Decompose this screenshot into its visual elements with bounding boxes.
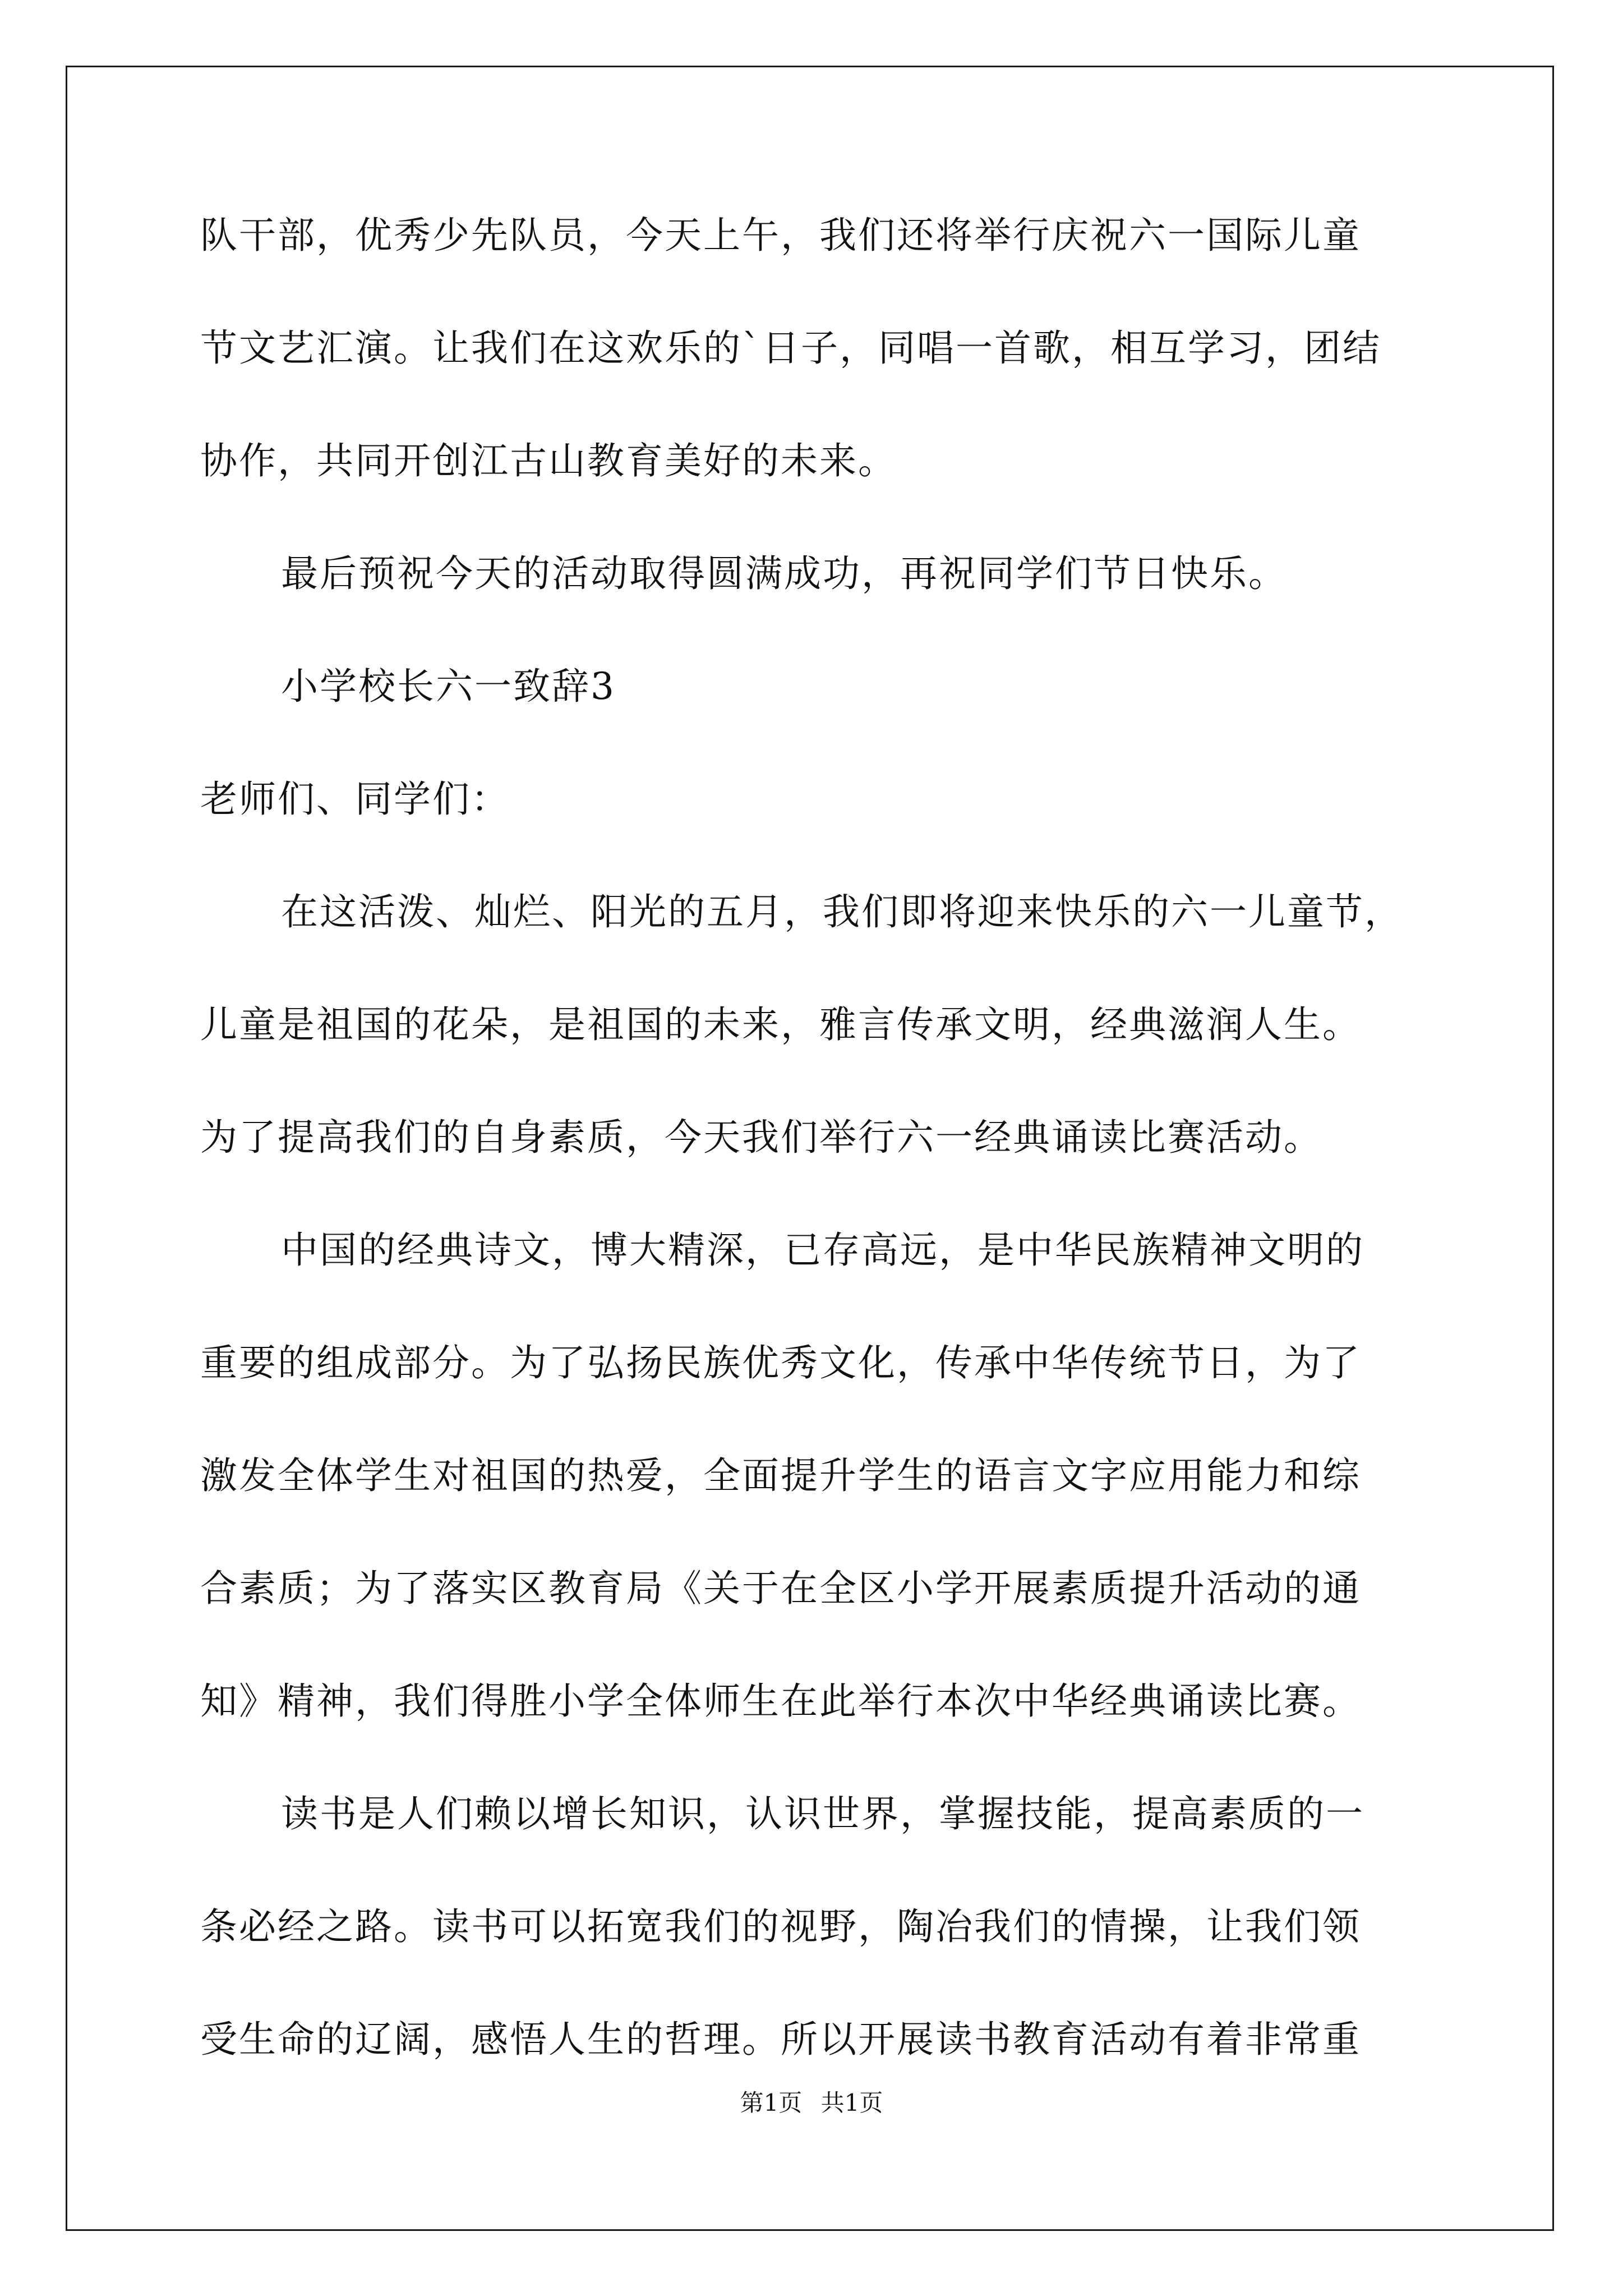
document-body bbox=[200, 213, 1434, 2130]
page-number: 第1页 bbox=[740, 2089, 803, 2116]
text-line: 条必经之路。读书可以拓宽我们的视野，陶冶我们的情操，让我们领 bbox=[200, 1905, 1361, 1948]
salutation: 老师们、同学们： bbox=[200, 777, 510, 821]
text-line: 读书是人们赖以增长知识，认识世界，掌握技能，提高素质的一 bbox=[281, 1792, 1364, 1835]
text-line: 节文艺汇演。让我们在这欢乐的`日子，同唱一首歌，相互学习，团结 bbox=[200, 326, 1381, 370]
text-line: 知》精神，我们得胜小学全体师生在此举行本次中华经典诵读比赛。 bbox=[200, 1680, 1361, 1723]
page-footer bbox=[0, 2089, 1623, 2117]
text-line: 重要的组成部分。为了弘扬民族优秀文化，传承中华传统节日，为了 bbox=[200, 1341, 1361, 1384]
text-line: 协作，共同开创江古山教育美好的未来。 bbox=[200, 439, 897, 482]
section-heading: 小学校长六一致辞3 bbox=[281, 665, 616, 708]
text-line: 受生命的辽阔，感悟人生的哲理。所以开展读书教育活动有着非常重 bbox=[200, 2018, 1361, 2061]
text-line: 儿童是祖国的花朵，是祖国的未来，雅言传承文明，经典滋润人生。 bbox=[200, 1003, 1361, 1046]
text-line: 为了提高我们的自身素质，今天我们举行六一经典诵读比赛活动。 bbox=[200, 1116, 1322, 1159]
text-line: 队干部，优秀少先队员，今天上午，我们还将举行庆祝六一国际儿童 bbox=[200, 214, 1361, 257]
text-line: 在这活泼、灿烂、阳光的五月，我们即将迎来快乐的六一儿童节， bbox=[281, 890, 1403, 933]
text-line: 最后预祝今天的活动取得圆满成功，再祝同学们节日快乐。 bbox=[281, 552, 1287, 595]
text-line: 激发全体学生对祖国的热爱，全面提升学生的语言文字应用能力和综 bbox=[200, 1454, 1361, 1497]
page-total: 共1页 bbox=[820, 2089, 883, 2116]
text-line: 中国的经典诗文，博大精深，已存高远，是中华民族精神文明的 bbox=[281, 1228, 1364, 1272]
text-line: 合素质；为了落实区教育局《关于在全区小学开展素质提升活动的通 bbox=[200, 1567, 1361, 1610]
